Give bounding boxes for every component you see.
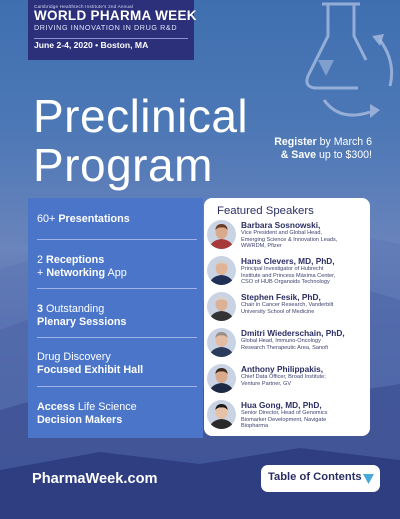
highlight-text: 2 — [37, 254, 47, 266]
highlight-presentations — [37, 213, 130, 226]
speaker-title-line: CSO of HUB Organoids Technology — [241, 279, 330, 286]
highlight-line — [37, 414, 137, 427]
title-line-2: Program — [33, 139, 213, 191]
register-line-2 — [274, 149, 372, 162]
speaker-entry — [207, 292, 369, 332]
highlight-divider — [37, 288, 197, 289]
speaker-entry — [207, 220, 369, 260]
highlight-bold: Plenary Sessions — [37, 316, 127, 328]
event-tagline: DRIVING INNOVATION IN DRUG R&D — [34, 23, 178, 32]
highlight-access — [37, 401, 137, 427]
speaker-title-line: Chief Data Officer, Broad Institute; — [241, 374, 326, 380]
speaker-title-line: Biopharma — [241, 423, 269, 430]
toc-label: Table of Contents — [268, 471, 362, 483]
highlight-bold: Access — [37, 401, 75, 413]
register-line-1 — [274, 136, 372, 149]
header-divider — [34, 38, 188, 39]
highlight-bold: Decision Makers — [37, 414, 123, 426]
speaker-entry — [207, 400, 369, 440]
highlight-text: + — [37, 267, 47, 279]
speaker-title-line: Research Therapeutic Area, Sanofi — [241, 344, 328, 351]
event-dates: June 2-4, 2020 • Boston, MA — [34, 40, 149, 50]
event-title: WORLD PHARMA WEEK — [34, 8, 197, 23]
speaker-name: Hans Clevers, MD, PhD, — [241, 256, 335, 266]
speaker-photo — [207, 364, 236, 393]
speaker-title-line: Emerging Science & Innovation Leads, — [241, 236, 338, 243]
highlight-receptions — [37, 254, 127, 280]
speaker-photo — [207, 328, 236, 357]
speaker-title-line: Venture Partner, GV — [241, 380, 292, 387]
highlights-panel — [28, 198, 203, 438]
speaker-entry — [207, 328, 369, 368]
highlight-line — [37, 316, 126, 329]
page-title — [33, 92, 248, 190]
highlight-bold: Presentations — [58, 213, 130, 225]
speaker-photo — [207, 400, 236, 429]
speaker-title-line: Biomarker Development, Navigate — [241, 416, 327, 423]
speakers-heading: Featured Speakers — [217, 205, 314, 217]
save-rest: up to $300! — [316, 149, 372, 161]
highlight-bold: Receptions — [46, 254, 105, 266]
speaker-title-line: Chair in Cancer Research, Vanderbilt — [241, 302, 334, 308]
event-header — [28, 0, 197, 60]
flask-cycle-icon — [300, 0, 400, 130]
triangle-down-icon — [363, 474, 374, 484]
speaker-title-line: Principal Investigator of Hubrecht — [241, 266, 324, 272]
table-of-contents-button[interactable] — [261, 465, 380, 492]
speaker-title-line: Institute and Princess Máxima Center, — [241, 272, 336, 279]
featured-speakers-panel — [204, 198, 370, 436]
speaker-name: Anthony Philippakis, — [241, 364, 324, 374]
highlight-line — [37, 267, 127, 280]
speaker-title-line: University School of Medicine — [241, 308, 315, 315]
save-bold: & Save — [280, 149, 317, 161]
speaker-title-line: Vice President and Global Head, — [241, 230, 323, 236]
title-line-1: Preclinical — [33, 90, 249, 142]
highlight-bold: Focused Exhibit Hall — [37, 364, 144, 376]
speaker-photo — [207, 256, 236, 285]
highlight-line — [37, 303, 126, 316]
organizer-text: Cambridge Healthtech Institute's 2nd Annual — [34, 4, 134, 9]
speaker-photo — [207, 220, 236, 249]
highlight-text: Drug Discovery — [37, 351, 111, 363]
register-bold: Register — [274, 136, 317, 148]
website-link[interactable]: PharmaWeek.com — [32, 471, 158, 487]
highlight-text: 60+ — [37, 213, 59, 225]
highlight-divider — [37, 239, 197, 240]
speaker-name: Dmitri Wiederschain, PhD, — [241, 328, 345, 338]
highlight-line — [37, 364, 143, 377]
highlight-plenary — [37, 303, 126, 329]
highlight-divider — [37, 386, 197, 387]
highlight-text: Outstanding — [43, 303, 105, 315]
register-promo — [274, 136, 372, 162]
highlight-bold: 3 — [37, 303, 44, 315]
speaker-photo — [207, 292, 236, 321]
highlight-divider — [37, 337, 197, 338]
speaker-name: Stephen Fesik, PhD, — [241, 292, 321, 302]
speaker-entry — [207, 256, 369, 296]
speaker-title-line: Senior Director, Head of Genomics — [241, 410, 328, 416]
speaker-title-line: WWRDM, Pfizer — [241, 243, 282, 250]
speaker-entry — [207, 364, 369, 404]
highlight-bold: Networking — [46, 267, 106, 279]
speaker-name: Hua Gong, MD, PhD, — [241, 400, 322, 410]
highlight-text: Life Science — [74, 401, 137, 413]
highlight-exhibit — [37, 351, 143, 377]
speaker-name: Barbara Sosnowski, — [241, 220, 321, 230]
speaker-title-line: Global Head, Immuno-Oncology — [241, 338, 321, 344]
register-rest: by March 6 — [316, 136, 372, 148]
highlight-text: App — [105, 267, 127, 279]
highlight-line — [37, 254, 127, 267]
highlight-line — [37, 401, 137, 414]
